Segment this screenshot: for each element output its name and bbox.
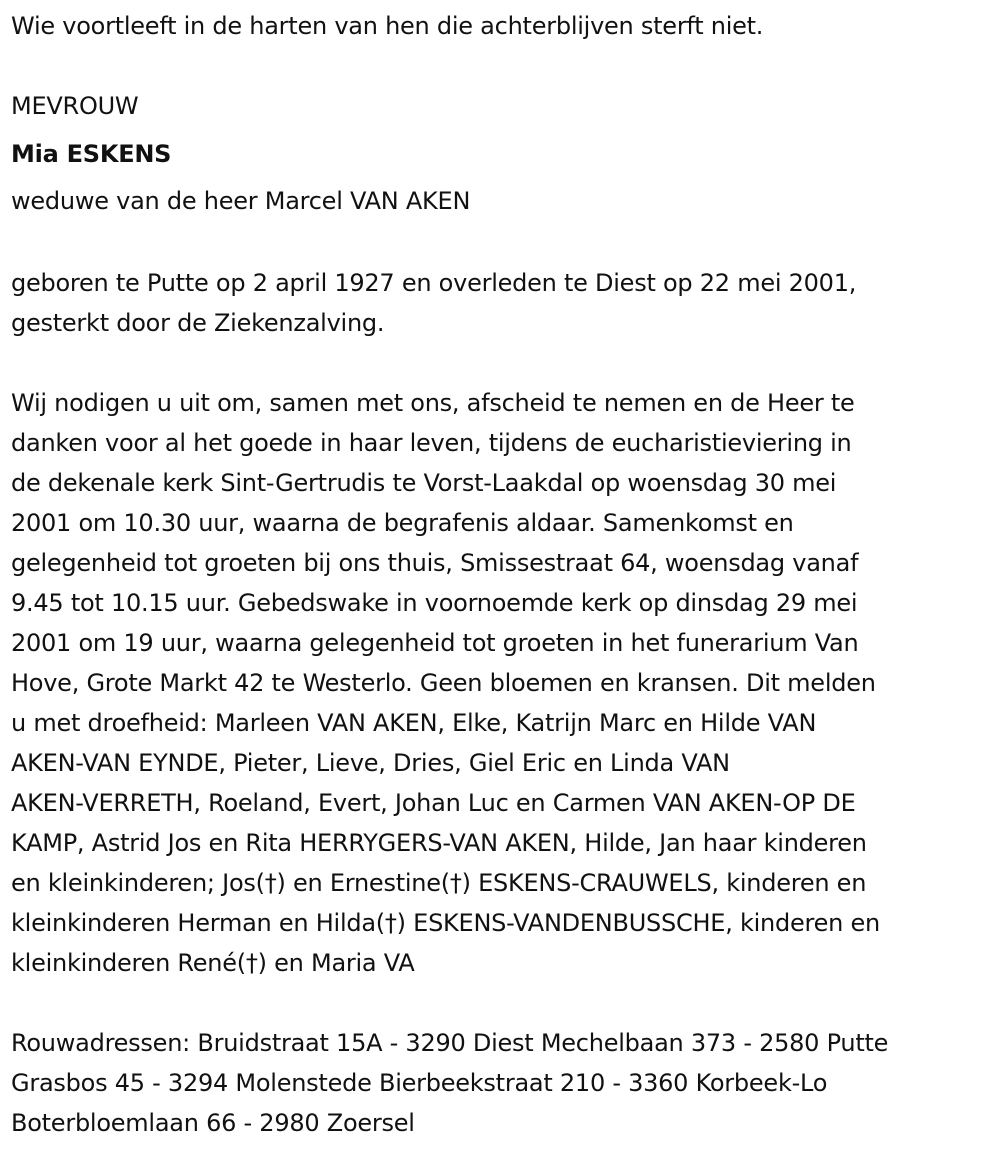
address-line: Rouwadressen: Bruidstraat 15A - 3290 Diest Mechelbaan 373 - 2580 Putte <box>11 1029 889 1057</box>
paragraph-line: geboren te Putte op 2 april 1927 en overleden te Diest op 22 mei 2001, <box>11 269 857 297</box>
paragraph-line: Hove, Grote Markt 42 te Westerlo. Geen bloemen en kransen. Dit melden <box>11 669 876 697</box>
paragraph-line: kleinkinderen Herman en Hilda(†) ESKENS-VANDENBUSSCHE, kinderen en <box>11 909 880 937</box>
paragraph-line: AKEN-VAN EYNDE, Pieter, Lieve, Dries, Giel Eric en Linda VAN <box>11 749 730 777</box>
paragraph-line: 9.45 tot 10.15 uur. Gebedswake in voornoemde kerk op dinsdag 29 mei <box>11 589 858 617</box>
paragraph-line: danken voor al het goede in haar leven, tijdens de eucharistieviering in <box>11 429 852 457</box>
paragraph-line: Wij nodigen u uit om, samen met ons, afscheid te nemen en de Heer te <box>11 389 855 417</box>
paragraph-line: gelegenheid tot groeten bij ons thuis, Smissestraat 64, woensdag vanaf <box>11 549 859 577</box>
paragraph-line: AKEN-VERRETH, Roeland, Evert, Johan Luc en Carmen VAN AKEN-OP DE <box>11 789 856 817</box>
invitation-paragraph <box>11 383 996 983</box>
birth-death-paragraph <box>11 263 996 343</box>
motto: Wie voortleeft in de harten van hen die achterblijven sterft niet. <box>11 12 764 40</box>
paragraph-line: 2001 om 19 uur, waarna gelegenheid tot groeten in het funerarium Van <box>11 629 859 657</box>
paragraph-line: KAMP, Astrid Jos en Rita HERRYGERS-VAN AKEN, Hilde, Jan haar kinderen <box>11 829 867 857</box>
obituary-notice <box>11 0 996 1143</box>
paragraph-line: u met droefheid: Marleen VAN AKEN, Elke, Katrijn Marc en Hilde VAN <box>11 709 817 737</box>
paragraph-line: en kleinkinderen; Jos(†) en Ernestine(†) ESKENS-CRAUWELS, kinderen en <box>11 869 867 897</box>
paragraph-line: de dekenale kerk Sint-Gertrudis te Vorst-Laakdal op woensdag 30 mei <box>11 469 837 497</box>
deceased-name: Mia ESKENS <box>11 140 172 168</box>
paragraph-line: gesterkt door de Ziekenzalving. <box>11 309 385 337</box>
addresses-paragraph <box>11 1023 996 1143</box>
honorific-title: MEVROUW <box>11 92 139 120</box>
address-line: Grasbos 45 - 3294 Molenstede Bierbeekstraat 210 - 3360 Korbeek-Lo <box>11 1069 828 1097</box>
paragraph-line: 2001 om 10.30 uur, waarna de begrafenis aldaar. Samenkomst en <box>11 509 794 537</box>
address-line: Boterbloemlaan 66 - 2980 Zoersel <box>11 1109 415 1137</box>
paragraph-line: kleinkinderen René(†) en Maria VA <box>11 949 415 977</box>
spouse-line: weduwe van de heer Marcel VAN AKEN <box>11 187 471 215</box>
